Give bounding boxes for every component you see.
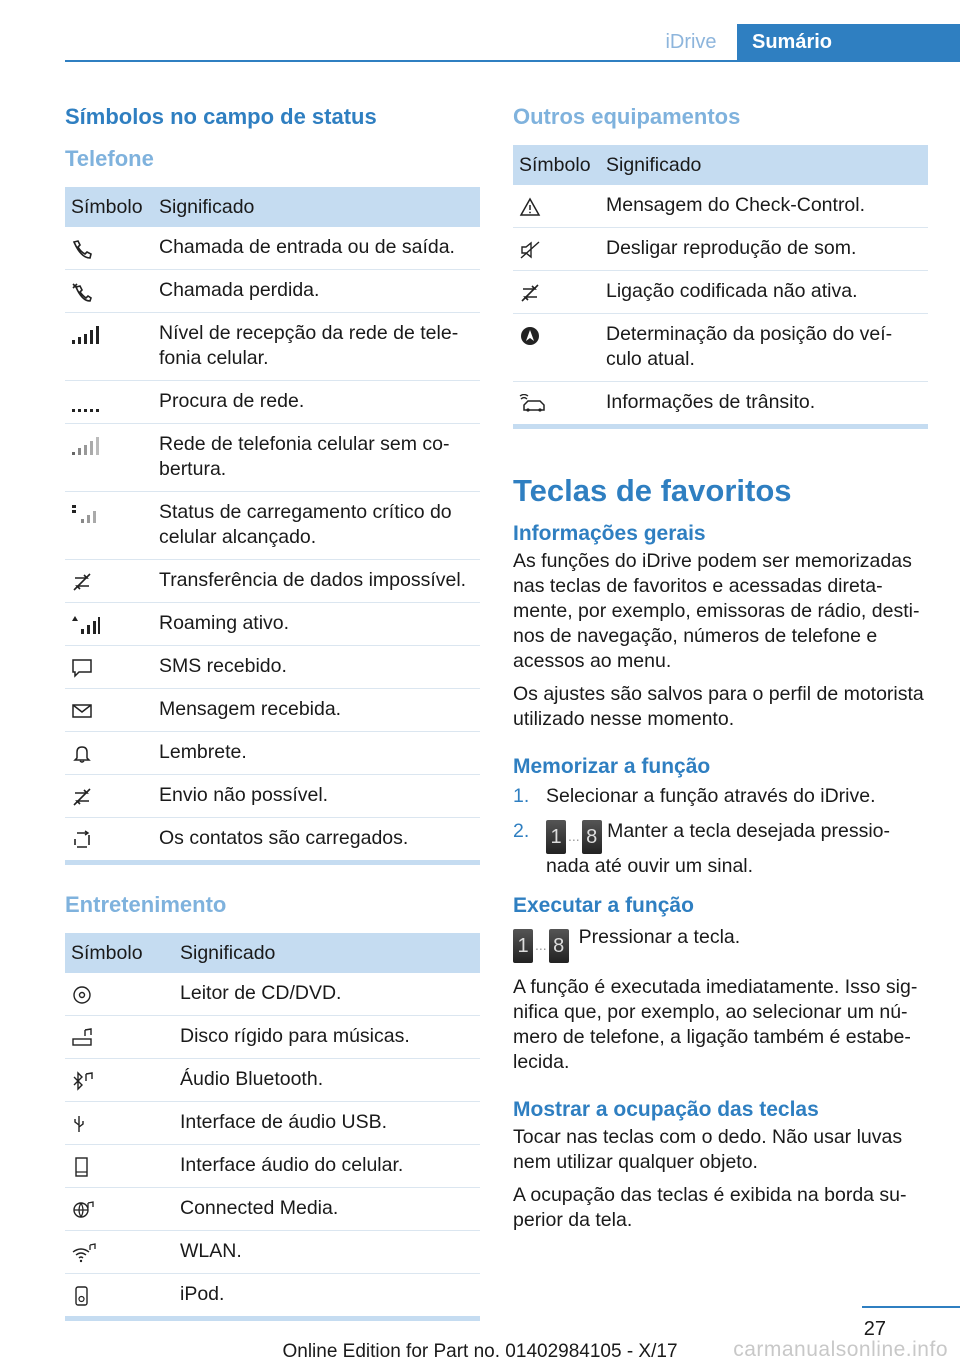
left-column [65,95,480,1321]
table-row [65,1059,480,1102]
table-row [65,818,480,863]
page-header [0,0,960,62]
table-row [65,1145,480,1188]
table-row [65,560,480,603]
step-number: 1. [513,785,530,807]
geral-paragraph-1: As funções do iDrive podem ser memorizadas nas teclas de favoritos e acessadas direta-mente, por exemplo, emissoras de rádio, desti-nos de navegação, números de telefone e acessos ao menu. [513,550,920,672]
mostrar-heading: Mostrar a ocupação das teclas [513,1098,819,1121]
mostrar-paragraph-1: Tocar nas teclas com o dedo. Não usar luvas nem utilizar qualquer objeto. [513,1126,903,1173]
outros-table [513,145,928,429]
executar-paragraph: A função é executada imediatamente. Isso sig-nifica que, por exemplo, ao selecionar um nú-mero de telefone, a ligação também é estabe-lecida. [513,976,918,1073]
signal-strength-icon [71,325,101,345]
battery-critical-icon [71,504,101,524]
favorite-key-1[interactable]: 1 [513,929,533,963]
row-text: Ligação codificada não ativa. [600,271,928,314]
favorite-keys [546,819,602,854]
phone-call-icon [71,239,93,259]
usb-icon [71,1114,93,1134]
send-impossible-icon [71,787,93,807]
step-number: 2. [513,820,530,842]
row-text: Connected Media. [174,1188,480,1231]
telefone-table [65,187,480,865]
page-footer [0,1300,960,1362]
edition-text: Online Edition for Part no. 01402984105 - X/17 [282,1341,678,1362]
row-text: Lembrete. [153,732,480,775]
traffic-icon [519,394,547,414]
no-coverage-icon [71,436,101,456]
data-impossible-icon [71,572,93,592]
executar-text: Pressionar a tecla. [578,926,741,948]
table-row [65,270,480,313]
table-row [65,1188,480,1231]
row-text: Nível de recepção da rede de tele-fonia celular. [153,313,480,381]
row-text: Mensagem do Check-Control. [600,185,928,228]
mail-icon [71,701,93,721]
row-text: Os contatos são carregados. [153,818,480,863]
favorite-key-8[interactable]: 8 [582,820,602,854]
table-row [65,424,480,492]
entretenimento-heading: Entretenimento [65,892,227,917]
geral-heading: Informações gerais [513,522,706,545]
footer-rule [862,1306,960,1308]
row-text: iPod. [174,1274,480,1319]
entretenimento-table [65,933,480,1321]
col-meaning: Significado [153,187,480,227]
table-row [65,227,480,270]
table-header-row [513,145,928,185]
table-row [65,1102,480,1145]
right-column [513,95,928,1233]
warning-icon [519,197,541,217]
roaming-icon [71,615,101,635]
key-range-dots: ... [568,828,580,844]
table-row [65,1231,480,1274]
table-row [65,646,480,689]
memorizar-heading: Memorizar a função [513,755,711,778]
mute-icon [519,240,541,260]
section-tab[interactable]: Sumário [737,24,960,60]
row-text: Desligar reprodução de som. [600,228,928,271]
geral-paragraph-2: Os ajustes são salvos para o perfil de motorista utilizado nesse momento. [513,683,924,730]
network-search-icon [71,393,101,413]
col-symbol: Símbolo [65,933,174,973]
table-row [513,185,928,228]
row-text: Leitor de CD/DVD. [174,973,480,1016]
favorite-key-8[interactable]: 8 [549,929,569,963]
bluetooth-audio-icon [71,1071,95,1091]
table-header-row [65,187,480,227]
row-text: Áudio Bluetooth. [174,1059,480,1102]
row-text: Transferência de dados impossível. [153,560,480,603]
table-row [513,228,928,271]
table-row [513,382,928,427]
list-item [513,819,928,879]
watermark: carmanualsonline.info [733,1338,948,1361]
row-text: WLAN. [174,1231,480,1274]
table-row [65,1016,480,1059]
section-title: Símbolos no campo de status [65,104,377,129]
row-text: Chamada perdida. [153,270,480,313]
key-range-dots: ... [535,937,547,953]
favorite-key-1[interactable]: 1 [546,820,566,854]
row-text: Mensagem recebida. [153,689,480,732]
outros-heading: Outros equipamentos [513,104,741,129]
row-text: Interface de áudio USB. [174,1102,480,1145]
row-text: SMS recebido. [153,646,480,689]
row-text: Determinação da posição do veí-culo atual. [600,314,928,382]
sms-icon [71,658,93,678]
table-row [65,492,480,560]
mostrar-paragraph-2: A ocupação das teclas é exibida na borda su-perior da tela. [513,1184,907,1231]
connected-media-icon [71,1200,95,1220]
telefone-heading: Telefone [65,146,154,171]
contacts-loading-icon [71,830,93,850]
chapter-tab[interactable]: iDrive [665,31,717,53]
cd-icon [71,985,93,1005]
table-row [65,381,480,424]
row-text: Rede de telefonia celular sem co-bertura. [153,424,480,492]
row-text: Informações de trânsito. [600,382,928,427]
position-icon [519,326,541,346]
row-text: Disco rígido para músicas. [174,1016,480,1059]
col-symbol: Símbolo [513,145,600,185]
row-text: Envio não possível. [153,775,480,818]
page-number: 27 [863,1318,886,1340]
table-row [513,271,928,314]
table-row [513,314,928,382]
missed-call-icon [71,282,93,302]
hard-disk-icon [71,1028,95,1048]
favoritos-title: Teclas de favoritos [513,473,792,508]
table-row [65,973,480,1016]
phone-audio-icon [71,1157,93,1177]
row-text: Interface áudio do celular. [174,1145,480,1188]
memorizar-steps [513,784,928,879]
row-text: Chamada de entrada ou de saída. [153,227,480,270]
table-row [65,732,480,775]
col-meaning: Significado [174,933,480,973]
list-item [513,784,928,809]
encryption-off-icon [519,283,541,303]
col-meaning: Significado [600,145,928,185]
table-row [65,775,480,818]
col-symbol: Símbolo [65,187,153,227]
executar-row [513,925,928,963]
header-rule [65,60,960,62]
step-text: Selecionar a função através do iDrive. [546,785,876,807]
table-row [65,313,480,381]
wlan-icon [71,1243,97,1263]
executar-heading: Executar a função [513,894,694,917]
table-row [65,689,480,732]
row-text: Status de carregamento crítico do celular alcançado. [153,492,480,560]
row-text: Procura de rede. [153,381,480,424]
favorite-keys [513,929,569,963]
row-text: Roaming ativo. [153,603,480,646]
step-text: Manter a tecla desejada pressio-nada até ouvir um sinal. [546,820,890,877]
bell-icon [71,744,93,764]
table-header-row [65,933,480,973]
table-row [65,603,480,646]
